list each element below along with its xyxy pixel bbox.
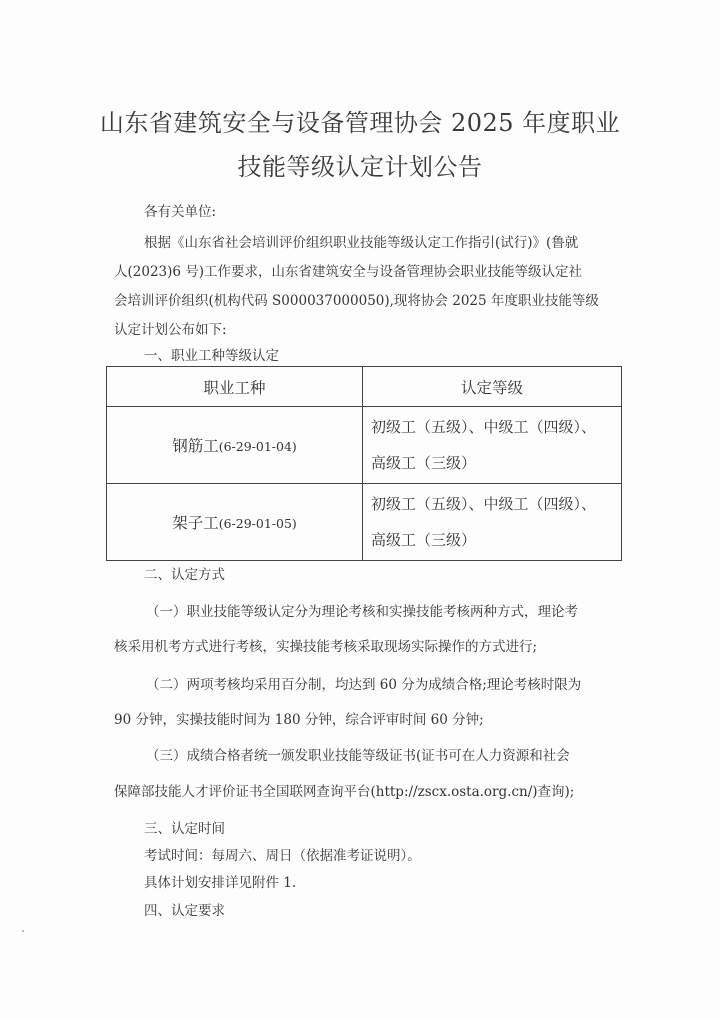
method-2-line-1: （二）两项考核均采用百分制，均达到 60 分为成绩合格;理论考核时限为 xyxy=(146,677,582,693)
occupation-cell xyxy=(107,407,363,484)
section-4-heading: 四、认定要求 xyxy=(144,903,225,919)
exam-time: 考试时间：每周六、周日（依据准考证说明）。 xyxy=(144,848,421,864)
table-row xyxy=(107,407,622,484)
section-3-heading: 三、认定时间 xyxy=(144,821,225,837)
document-title-line2: 技能等级认定计划公告 xyxy=(237,153,483,181)
level-line-2: 高级工（三级） xyxy=(371,454,477,472)
occupation-cell xyxy=(107,484,363,561)
occupation-name: 钢筋工 xyxy=(172,437,219,455)
intro-line-3: 会培训评价组织(机构代码 S000037000050),现将协会 2025 年度职业技能等级 xyxy=(114,293,599,309)
method-1-line-1: （一）职业技能等级认定分为理论考核和实操技能考核两种方式，理论考 xyxy=(146,604,578,620)
section-2-heading: 二、认定方式 xyxy=(144,567,225,583)
level-cell xyxy=(363,484,622,561)
level-cell xyxy=(363,407,622,484)
occupation-code: (6-29-01-04) xyxy=(218,439,297,454)
level-line-1: 初级工（五级）、中级工（四级）、 xyxy=(371,495,597,513)
greeting: 各有关单位: xyxy=(144,204,217,220)
method-3-line-1: （三）成绩合格者统一颁发职业技能等级证书(证书可在人力资源和社会 xyxy=(146,748,570,764)
scan-speck xyxy=(22,930,24,932)
occupation-code: (6-29-01-05) xyxy=(218,516,297,531)
intro-line-4: 认定计划公布如下: xyxy=(114,322,227,338)
header-level: 认定等级 xyxy=(363,367,622,407)
level-line-2: 高级工（三级） xyxy=(371,531,477,549)
certification-table xyxy=(106,366,622,561)
document-title-line1: 山东省建筑安全与设备管理协会 2025 年度职业 xyxy=(99,109,621,137)
method-3-line-2: 保障部技能人才评价证书全国联网查询平台(http://zscx.osta.org.cn/)查询); xyxy=(114,784,575,800)
section-1-heading: 一、职业工种等级认定 xyxy=(144,348,279,364)
level-line-1: 初级工（五级）、中级工（四级）、 xyxy=(371,418,597,436)
table-row xyxy=(107,484,622,561)
method-1-line-2: 核采用机考方式进行考核，实操技能考核采取现场实际操作的方式进行; xyxy=(114,639,538,655)
intro-line-2: 人(2023)6 号)工作要求，山东省建筑安全与设备管理协会职业技能等级认定社 xyxy=(114,264,583,280)
method-2-line-2: 90 分钟，实操技能时间为 180 分钟，综合评审时间 60 分钟; xyxy=(114,712,484,728)
table-header-row xyxy=(107,367,622,407)
occupation-name: 架子工 xyxy=(172,514,219,532)
header-occupation: 职业工种 xyxy=(107,367,363,407)
schedule-note: 具体计划安排详见附件 1. xyxy=(144,875,297,891)
intro-line-1: 根据《山东省社会培训评价组织职业技能等级认定工作指引(试行)》(鲁就 xyxy=(144,235,579,251)
